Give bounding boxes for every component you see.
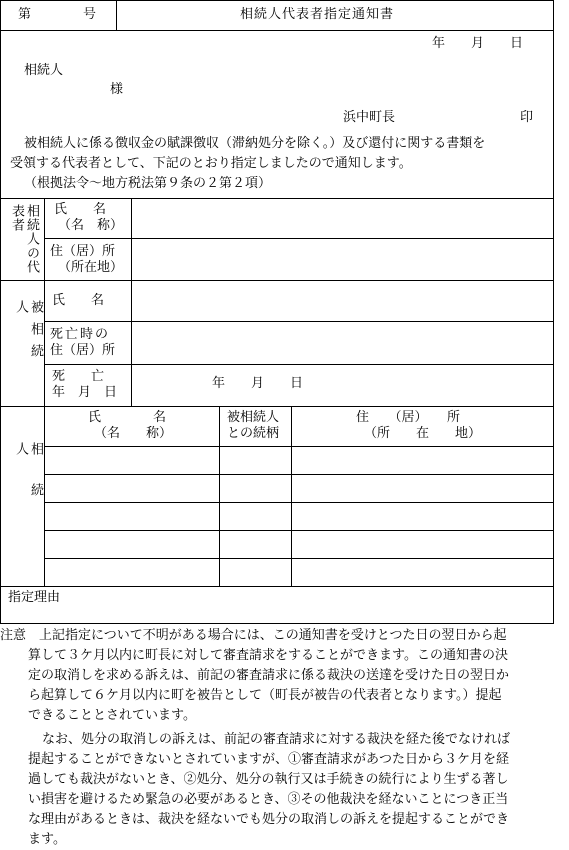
notes-p2-line-1: なお、処分の取消しの訴えは、前記の審査請求に対する裁決を経た後でなければ <box>42 732 511 747</box>
notes-p2-line-3: 過しても裁決がないとき、②処分、処分の執行又は手続きの続行により生ずる著し <box>28 772 509 787</box>
intro-line-1: 被相続人に係る徴収金の賦課徴収（滞納処分を除く。）及び還付に関する書類を <box>24 136 486 151</box>
heirs-col-address-sub: （所 在 地） <box>364 426 482 441</box>
decedent-rule-1 <box>44 321 554 322</box>
notes-paragraph-2 <box>0 730 569 850</box>
death-address-sub: 住（居）所 <box>50 343 116 358</box>
notes-label: 注意 <box>0 628 27 643</box>
notes-p1-line-5: できることとされています。 <box>28 708 196 723</box>
rep-name-sub: （名 称） <box>58 218 124 233</box>
death-address-label: 死亡時の <box>50 327 111 342</box>
heirs-col-relation-sub: との続柄 <box>227 426 280 441</box>
label-col-divider <box>131 198 132 406</box>
notes-p1-line-4: ら起算して６ケ月以内に町を被告として（町長が被告の代表者となります。）提起 <box>28 688 502 703</box>
document-title: 相続人代表者指定通知書 <box>240 7 395 22</box>
rep-group-label: 相続人の代表者 <box>9 204 39 274</box>
heirs-col-name: 氏 名 <box>88 410 167 425</box>
notes-p2-line-6: ます。 <box>28 832 66 847</box>
decedent-group-label: 被相続人 <box>13 300 43 366</box>
heirs-col-name-sub: （名 称） <box>94 426 173 441</box>
addressee-honorific: 様 <box>110 82 124 97</box>
intro-line-3: （根拠法令〜地方税法第９条の２第２項） <box>24 176 272 191</box>
reason-label: 指定理由 <box>8 590 61 605</box>
decedent-top-rule <box>0 280 554 281</box>
notes-p2-line-4: い損害を避けるため緊急の必要があるとき、③その他裁決を経ないことにつき正当 <box>28 792 509 807</box>
addressee-label: 相続人 <box>24 63 64 78</box>
rep-top-rule <box>0 198 554 199</box>
decedent-name-label: 氏 名 <box>52 293 105 308</box>
heirs-col3-divider <box>291 406 292 586</box>
death-date-value: 年 月 日 <box>212 376 304 391</box>
heirs-col-relation: 被相続人 <box>227 410 280 425</box>
notes-p1-line-2: 算して３ケ月以内に町長に対して審査請求をすることができます。この通知書の決 <box>28 648 508 663</box>
rep-col1-divider <box>44 198 45 280</box>
heirs-row-rule-4 <box>44 530 554 531</box>
death-date-sub: 年 月 日 <box>52 385 118 400</box>
heirs-group-label: 相続人 <box>13 442 43 524</box>
notes-paragraph-1 <box>0 626 569 726</box>
reason-top-rule <box>0 586 554 587</box>
seal-mark: 印 <box>520 110 534 125</box>
heirs-row-rule-1 <box>44 446 554 447</box>
heirs-col-address: 住 （居） 所 <box>356 410 461 425</box>
issue-date: 年 月 日 <box>432 36 524 51</box>
intro-line-2: 受領する代表者として、下記のとおり指定しましたので通知します。 <box>10 156 412 171</box>
issuer-name: 浜中町長 <box>343 110 396 125</box>
decedent-col1-divider <box>44 280 45 406</box>
rep-name-label: 氏 名 <box>54 202 107 217</box>
notes-p2-line-2: 提起することができないとされていますが、①審査請求があつた日から３ケ月を経 <box>28 752 510 767</box>
rep-address-label: 住（居）所 <box>50 244 116 259</box>
rep-mid-rule <box>44 238 554 239</box>
rep-address-sub: （所在地） <box>58 260 124 275</box>
notes-section <box>0 626 569 850</box>
header-rule <box>0 30 554 31</box>
header-divider <box>116 0 117 30</box>
notes-p2-line-5: な理由があるときは、裁決を経ないでも処分の取消しの訴えを提起することができ <box>28 812 510 827</box>
heirs-row-rule-2 <box>44 474 554 475</box>
heirs-row-rule-5 <box>44 558 554 559</box>
heirs-col1-divider <box>44 406 45 586</box>
intro-paragraph <box>10 134 550 194</box>
notes-p1-line-1: 上記指定について不明がある場合には、この通知書を受けとつた日の翌日から起 <box>39 628 507 643</box>
heirs-row-rule-3 <box>44 502 554 503</box>
document-number-label: 第 号 <box>18 7 97 22</box>
heirs-col2-divider <box>219 406 220 586</box>
heirs-top-rule <box>0 406 554 407</box>
death-date-label: 死 亡 <box>52 369 105 384</box>
decedent-rule-2 <box>44 364 554 365</box>
notes-p1-line-3: 定の取消しを求める訴えは、前記の審査請求に係る裁決の送達を受けた日の翌日か <box>28 668 510 683</box>
